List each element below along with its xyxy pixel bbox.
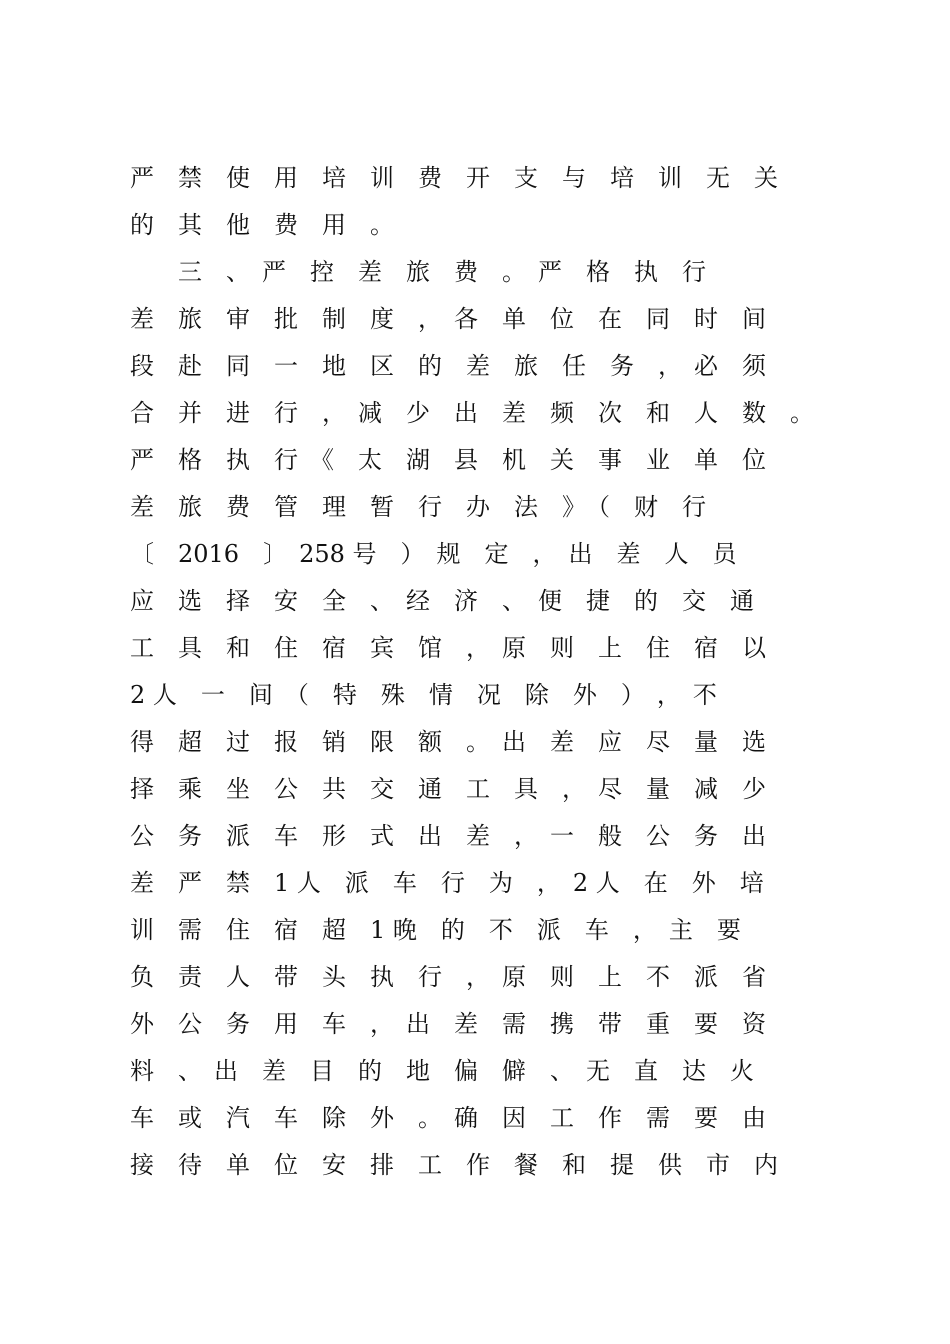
text-line-11: 工 具 和 住 宿 宾 馆 ， 原 则 上 住 宿 以 bbox=[130, 634, 766, 662]
text-line-17: 训 需 住 宿 超 1 晚 的 不 派 车 ， 主 要 bbox=[130, 916, 741, 944]
body-text bbox=[130, 155, 850, 1189]
text-line-7: 严 格 执 行 《 太 湖 县 机 关 事 业 单 位 bbox=[130, 446, 766, 474]
text-line-15: 公 务 派 车 形 式 出 差 ， 一 般 公 务 出 bbox=[130, 822, 766, 850]
text-line-18: 负 责 人 带 头 执 行 ， 原 则 上 不 派 省 bbox=[130, 963, 766, 991]
text-line-4: 差 旅 审 批 制 度 ， 各 单 位 在 同 时 间 bbox=[130, 305, 766, 333]
text-line-2: 的 其 他 费 用 。 bbox=[130, 211, 394, 239]
text-line-16: 差 严 禁 1 人 派 车 行 为 ， 2 人 在 外 培 bbox=[130, 869, 764, 897]
text-line-8: 差 旅 费 管 理 暂 行 办 法 》 （ 财 行 bbox=[130, 493, 706, 521]
text-line-13: 得 超 过 报 销 限 额 。 出 差 应 尽 量 选 bbox=[130, 728, 766, 756]
text-line-12: 2 人 一 间 （ 特 殊 情 况 除 外 ） ， 不 bbox=[130, 681, 717, 709]
text-line-14: 择 乘 坐 公 共 交 通 工 具 ， 尽 量 减 少 bbox=[130, 775, 766, 803]
text-line-21: 车 或 汽 车 除 外 。 确 因 工 作 需 要 由 bbox=[130, 1104, 766, 1132]
text-line-6: 合 并 进 行 ， 减 少 出 差 频 次 和 人 数 。 bbox=[130, 399, 814, 427]
text-line-3: 三 、 严 控 差 旅 费 。 严 格 执 行 bbox=[130, 258, 706, 286]
text-line-22: 接 待 单 位 安 排 工 作 餐 和 提 供 市 内 bbox=[130, 1151, 778, 1179]
text-line-5: 段 赴 同 一 地 区 的 差 旅 任 务 ， 必 须 bbox=[130, 352, 766, 380]
text-line-10: 应 选 择 安 全 、 经 济 、 便 捷 的 交 通 bbox=[130, 587, 754, 615]
text-line-1: 严 禁 使 用 培 训 费 开 支 与 培 训 无 关 bbox=[130, 164, 778, 192]
text-line-9: 〔 2016 〕 258 号 ） 规 定 ， 出 差 人 员 bbox=[130, 540, 737, 568]
text-line-20: 料 、 出 差 目 的 地 偏 僻 、 无 直 达 火 bbox=[130, 1057, 754, 1085]
text-line-19: 外 公 务 用 车 ， 出 差 需 携 带 重 要 资 bbox=[130, 1010, 766, 1038]
